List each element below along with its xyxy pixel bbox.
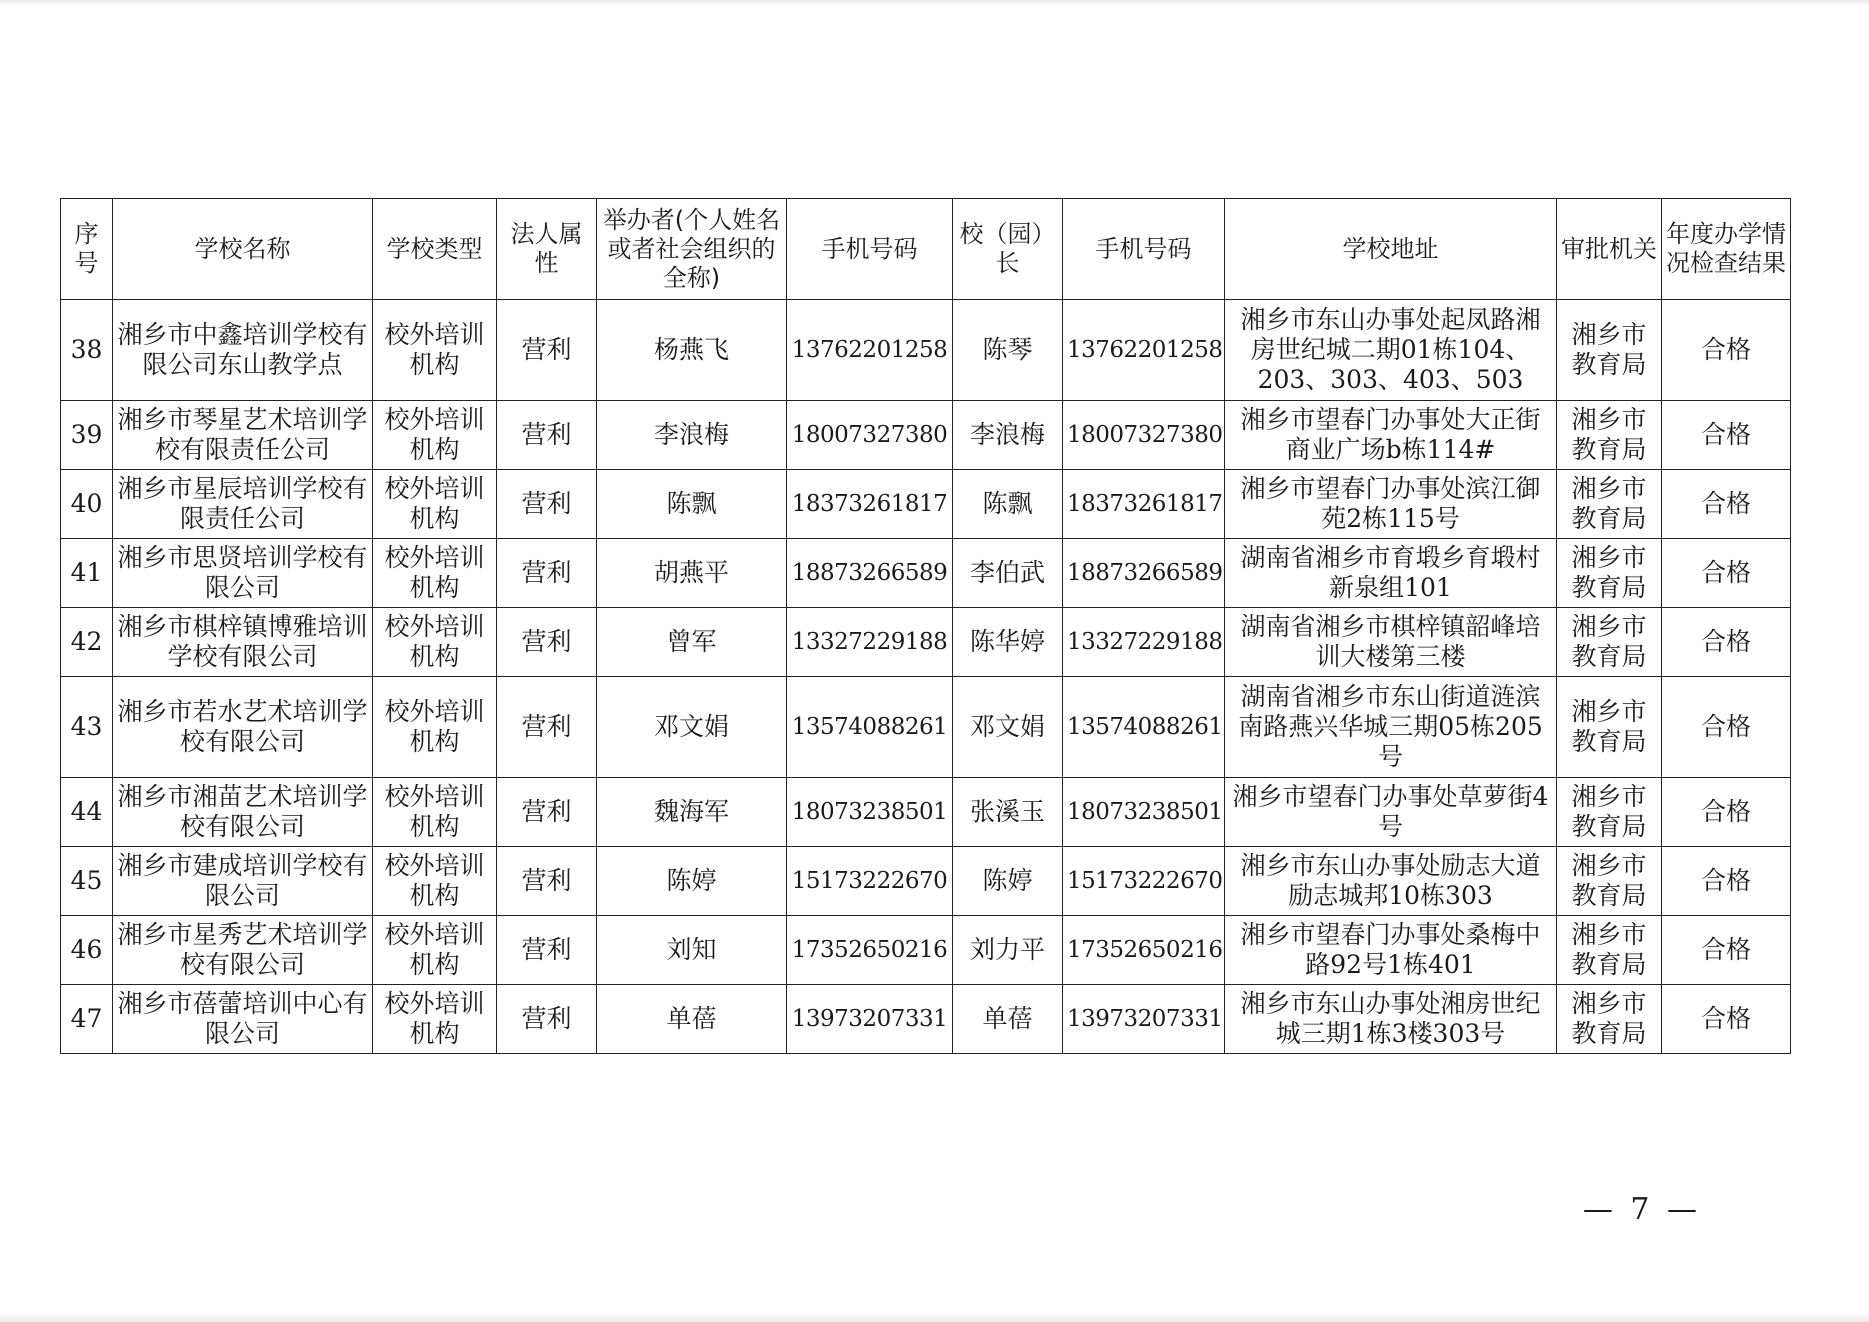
cell-principal: 陈飘 [953,470,1063,539]
cell-index: 42 [61,608,113,677]
cell-principal: 陈琴 [953,300,1063,401]
cell-school-name: 湘乡市若水艺术培训学校有限公司 [113,677,373,778]
header-founder: 举办者(个人姓名或者社会组织的全称) [597,199,787,300]
cell-legal-attribute: 营利 [497,539,597,608]
cell-index: 44 [61,778,113,847]
cell-principal: 陈婷 [953,847,1063,916]
header-inspection-result: 年度办学情况检查结果 [1662,199,1791,300]
header-school-type: 学校类型 [373,199,497,300]
cell-inspection-result: 合格 [1662,985,1791,1054]
cell-inspection-result: 合格 [1662,300,1791,401]
table-row [61,300,1791,401]
cell-school-name: 湘乡市中鑫培训学校有限公司东山教学点 [113,300,373,401]
cell-school-type: 校外培训机构 [373,847,497,916]
cell-address: 湘乡市望春门办事处滨江御苑2栋115号 [1225,470,1557,539]
cell-inspection-result: 合格 [1662,916,1791,985]
cell-founder-phone: 13762201258 [787,300,953,401]
cell-founder: 刘知 [597,916,787,985]
cell-principal-phone: 13973207331 [1063,985,1225,1054]
cell-principal-phone: 15173222670 [1063,847,1225,916]
cell-address: 湖南省湘乡市育塅乡育塅村新泉组101 [1225,539,1557,608]
table-header [61,199,1791,300]
cell-founder-phone: 18373261817 [787,470,953,539]
cell-school-name: 湘乡市湘苗艺术培训学校有限公司 [113,778,373,847]
cell-school-name: 湘乡市思贤培训学校有限公司 [113,539,373,608]
cell-principal-phone: 13327229188 [1063,608,1225,677]
cell-founder-phone: 18007327380 [787,401,953,470]
cell-principal: 邓文娟 [953,677,1063,778]
cell-legal-attribute: 营利 [497,608,597,677]
table-row [61,539,1791,608]
cell-principal-phone: 18373261817 [1063,470,1225,539]
header-row [61,199,1791,300]
cell-school-type: 校外培训机构 [373,985,497,1054]
cell-school-type: 校外培训机构 [373,608,497,677]
table-row [61,847,1791,916]
cell-legal-attribute: 营利 [497,401,597,470]
table-row [61,985,1791,1054]
cell-approval-authority: 湘乡市教育局 [1557,778,1662,847]
table-row [61,677,1791,778]
cell-founder: 陈飘 [597,470,787,539]
cell-founder: 杨燕飞 [597,300,787,401]
cell-address: 湘乡市望春门办事处大正街商业广场b栋114# [1225,401,1557,470]
cell-inspection-result: 合格 [1662,608,1791,677]
cell-approval-authority: 湘乡市教育局 [1557,470,1662,539]
cell-inspection-result: 合格 [1662,401,1791,470]
cell-index: 40 [61,470,113,539]
cell-inspection-result: 合格 [1662,470,1791,539]
table-row [61,401,1791,470]
cell-school-type: 校外培训机构 [373,778,497,847]
cell-legal-attribute: 营利 [497,985,597,1054]
cell-index: 43 [61,677,113,778]
cell-address: 湘乡市望春门办事处桑梅中路92号1栋401 [1225,916,1557,985]
cell-principal-phone: 13762201258 [1063,300,1225,401]
header-approval-authority: 审批机关 [1557,199,1662,300]
cell-founder: 李浪梅 [597,401,787,470]
cell-approval-authority: 湘乡市教育局 [1557,916,1662,985]
cell-legal-attribute: 营利 [497,778,597,847]
cell-index: 41 [61,539,113,608]
cell-school-name: 湘乡市星辰培训学校有限责任公司 [113,470,373,539]
cell-founder-phone: 18873266589 [787,539,953,608]
cell-address: 湖南省湘乡市棋梓镇韶峰培训大楼第三楼 [1225,608,1557,677]
cell-founder: 邓文娟 [597,677,787,778]
cell-index: 46 [61,916,113,985]
cell-principal: 陈华婷 [953,608,1063,677]
cell-school-name: 湘乡市建成培训学校有限公司 [113,847,373,916]
cell-approval-authority: 湘乡市教育局 [1557,608,1662,677]
cell-index: 47 [61,985,113,1054]
cell-school-type: 校外培训机构 [373,539,497,608]
cell-principal-phone: 18007327380 [1063,401,1225,470]
cell-address: 湘乡市东山办事处湘房世纪城三期1栋3楼303号 [1225,985,1557,1054]
cell-inspection-result: 合格 [1662,677,1791,778]
cell-principal: 刘力平 [953,916,1063,985]
table-row [61,470,1791,539]
cell-school-name: 湘乡市蓓蕾培训中心有限公司 [113,985,373,1054]
table-row [61,608,1791,677]
cell-approval-authority: 湘乡市教育局 [1557,401,1662,470]
school-roster-table [60,198,1791,1054]
cell-principal: 李浪梅 [953,401,1063,470]
header-address: 学校地址 [1225,199,1557,300]
cell-founder: 单蓓 [597,985,787,1054]
cell-approval-authority: 湘乡市教育局 [1557,539,1662,608]
cell-founder: 魏海军 [597,778,787,847]
cell-founder: 胡燕平 [597,539,787,608]
cell-principal-phone: 18073238501 [1063,778,1225,847]
cell-approval-authority: 湘乡市教育局 [1557,677,1662,778]
cell-principal-phone: 13574088261 [1063,677,1225,778]
cell-address: 湘乡市望春门办事处草萝街4号 [1225,778,1557,847]
cell-school-name: 湘乡市星秀艺术培训学校有限公司 [113,916,373,985]
cell-index: 38 [61,300,113,401]
page-number: — 7 — [1582,1192,1701,1227]
cell-inspection-result: 合格 [1662,539,1791,608]
table-row [61,916,1791,985]
cell-approval-authority: 湘乡市教育局 [1557,847,1662,916]
cell-school-type: 校外培训机构 [373,300,497,401]
cell-address: 湘乡市东山办事处起凤路湘房世纪城二期01栋104、203、303、403、503 [1225,300,1557,401]
cell-address: 湘乡市东山办事处励志大道励志城邦10栋303 [1225,847,1557,916]
table-body [61,300,1791,1054]
cell-school-type: 校外培训机构 [373,916,497,985]
header-legal-attribute: 法人属性 [497,199,597,300]
page-edge-bottom [0,1312,1869,1322]
cell-school-type: 校外培训机构 [373,677,497,778]
header-school-name: 学校名称 [113,199,373,300]
page-edge-top [0,0,1869,6]
cell-legal-attribute: 营利 [497,470,597,539]
cell-school-type: 校外培训机构 [373,470,497,539]
cell-approval-authority: 湘乡市教育局 [1557,985,1662,1054]
table-row [61,778,1791,847]
cell-principal: 单蓓 [953,985,1063,1054]
cell-inspection-result: 合格 [1662,778,1791,847]
cell-founder-phone: 13574088261 [787,677,953,778]
cell-principal-phone: 18873266589 [1063,539,1225,608]
cell-principal: 张溪玉 [953,778,1063,847]
cell-approval-authority: 湘乡市教育局 [1557,300,1662,401]
cell-founder-phone: 17352650216 [787,916,953,985]
cell-school-type: 校外培训机构 [373,401,497,470]
header-principal-phone: 手机号码 [1063,199,1225,300]
cell-founder: 陈婷 [597,847,787,916]
cell-legal-attribute: 营利 [497,916,597,985]
header-founder-phone: 手机号码 [787,199,953,300]
cell-principal: 李伯武 [953,539,1063,608]
cell-school-name: 湘乡市琴星艺术培训学校有限责任公司 [113,401,373,470]
cell-inspection-result: 合格 [1662,847,1791,916]
header-principal: 校（园）长 [953,199,1063,300]
cell-index: 45 [61,847,113,916]
cell-legal-attribute: 营利 [497,847,597,916]
header-index: 序号 [61,199,113,300]
cell-legal-attribute: 营利 [497,300,597,401]
cell-founder-phone: 18073238501 [787,778,953,847]
cell-legal-attribute: 营利 [497,677,597,778]
cell-index: 39 [61,401,113,470]
cell-founder: 曾军 [597,608,787,677]
cell-principal-phone: 17352650216 [1063,916,1225,985]
cell-founder-phone: 15173222670 [787,847,953,916]
cell-address: 湖南省湘乡市东山街道涟滨南路燕兴华城三期05栋205号 [1225,677,1557,778]
cell-school-name: 湘乡市棋梓镇博雅培训学校有限公司 [113,608,373,677]
cell-founder-phone: 13327229188 [787,608,953,677]
cell-founder-phone: 13973207331 [787,985,953,1054]
